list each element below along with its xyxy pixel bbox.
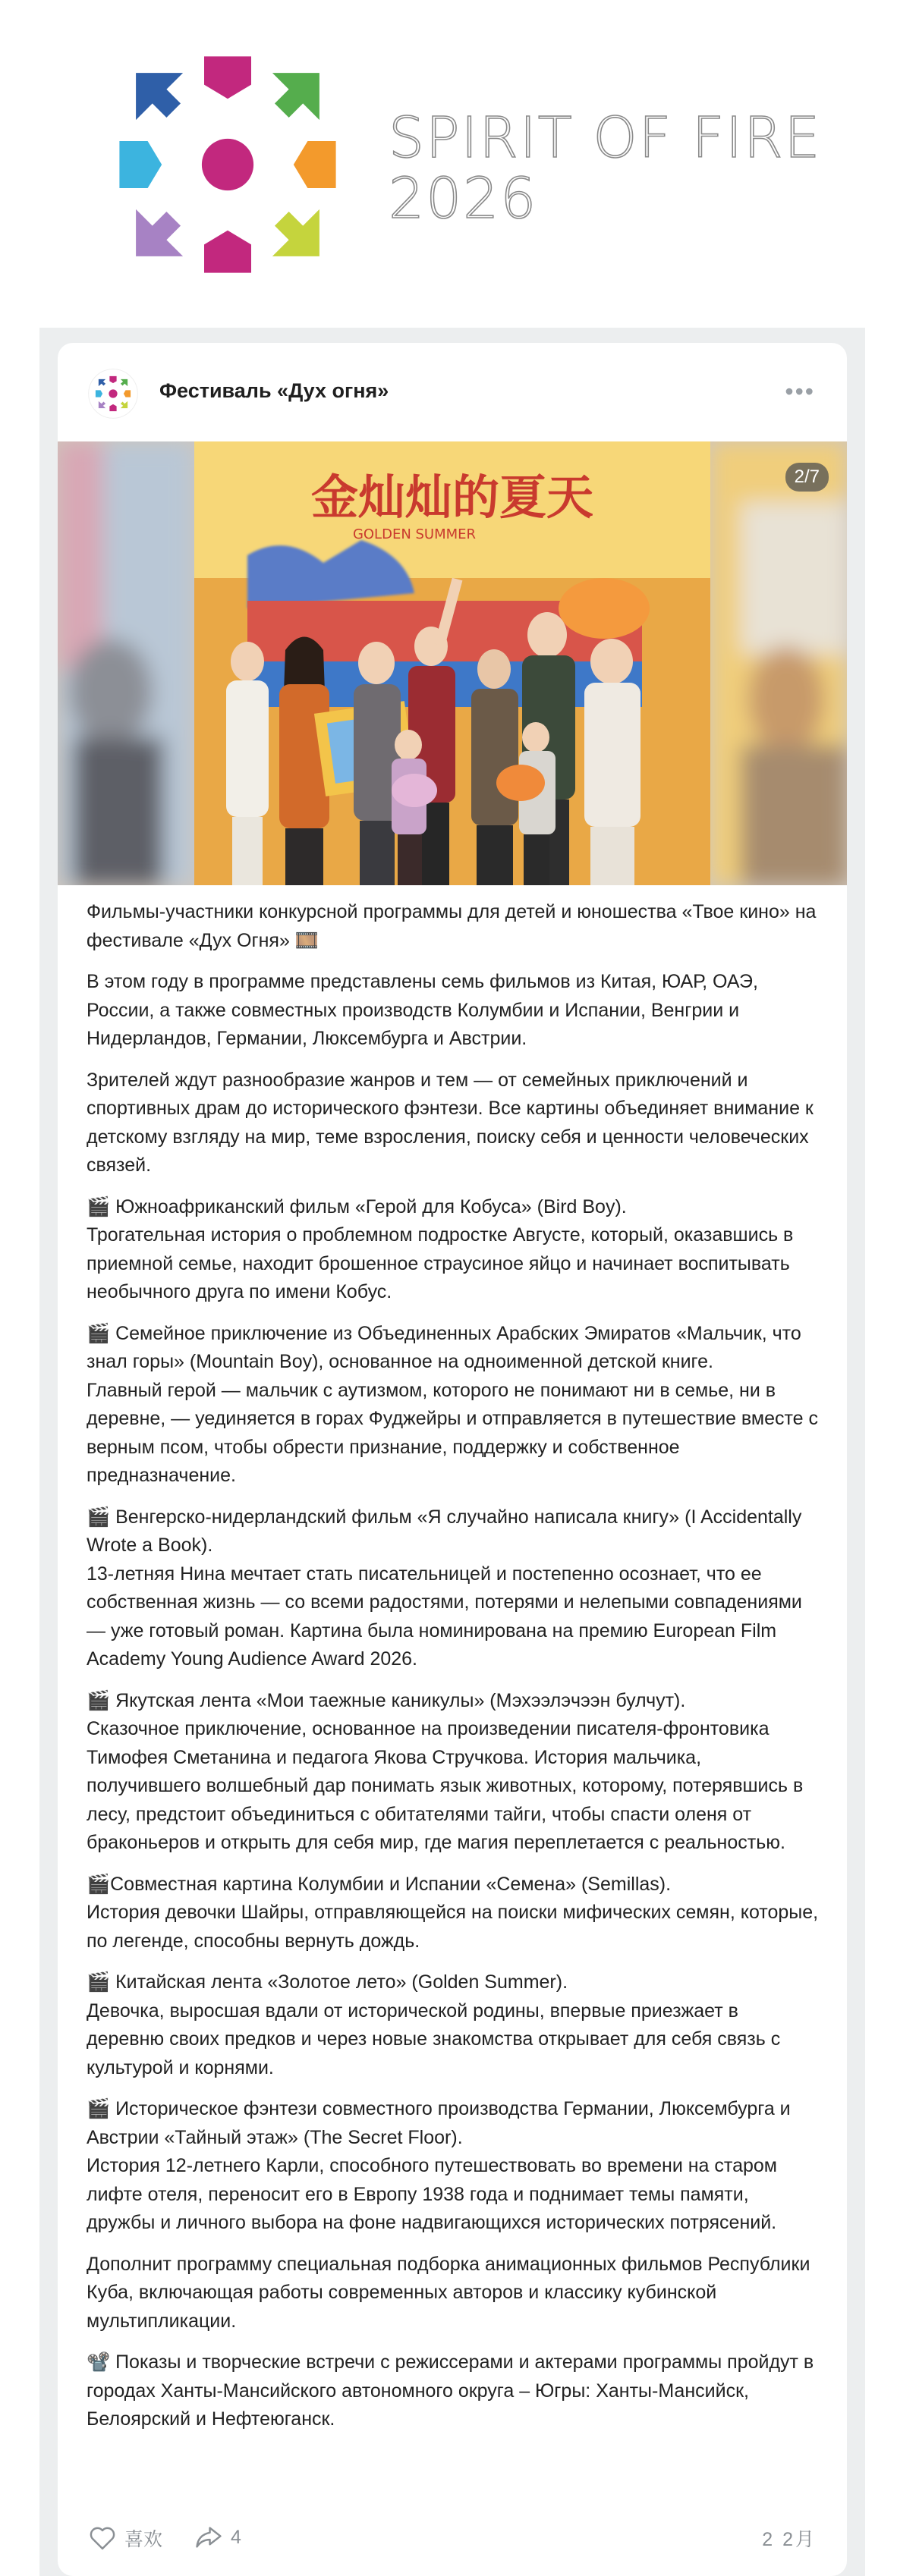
post-paragraph: 📽️ Показы и творческие встречи с режиссерами и актерами программы пройдут в городах Ханты-Мансийского автономного округа – Югры: Ханты-Мансийск, Белоярский и Нефтеюганск. <box>87 2351 814 2430</box>
share-arrow-icon <box>194 2524 223 2550</box>
like-label: 喜欢 <box>124 2529 163 2550</box>
poster-title: 金灿灿的夏天 <box>310 470 594 525</box>
share-count: 4 <box>231 2526 241 2548</box>
photo-carousel[interactable] <box>58 441 847 885</box>
post-paragraph: Фильмы-участники конкурсной программы для детей и юношества «Твое кино» на фестивале «Дух Огня» 🎞️ <box>87 901 817 951</box>
post-paragraph: 🎬 Южноафриканский фильм «Герой для Кобуса» (Bird Boy). Трогательная история о проблемном подростке Августе, который, оказавшись в приемной семье, находит брошенное страусиное яйцо и начинает воспитывать необычного друга по имени Кобус. <box>87 1195 794 1302</box>
group-name[interactable]: Фестиваль «Дух огня» <box>159 379 389 402</box>
main-photo <box>194 441 710 885</box>
post-paragraph: Дополнит программу специальная подборка анимационных фильмов Республики Куба, включающая работы современных авторов и классику кубинской мультипликации. <box>87 2253 810 2332</box>
festival-photo <box>58 441 847 885</box>
post-paragraph: 🎬 Историческое фэнтези совместного производства Германии, Люксембурга и Австрии «Тайный этаж» (The Secret Floor). История 12-летнего Карли, способного путешествовать во времени на старом лифте отеля, переносит его в Европу 1938 года и поднимает темы памяти, дружбы и личного выбора на фоне надвигающихся исторических потрясений. <box>87 2098 791 2233</box>
share-button[interactable] <box>194 2524 241 2550</box>
post-footer <box>88 2518 820 2556</box>
post-paragraph: Зрителей ждут разнообразие жанров и тем — от семейных приключений и спортивных драм до исторического фэнтези. Все картины объединяет внимание к детскому взгляду на мир, теме взросления, поиску себя и ценности человеческих связей. <box>87 1069 814 1176</box>
like-button[interactable] <box>88 2524 162 2552</box>
post-paragraph: В этом году в программе представлены семь фильмов из Китая, ЮАР, ОАЭ, России, а также совместных производств Колумбии и Испании, Венгрии и Нидерландов, Германии, Люксембурга и Австрии. <box>87 971 758 1049</box>
image-counter: 2/7 <box>785 463 829 492</box>
brand-title-line2: 2026 <box>389 166 538 231</box>
festival-header <box>0 0 897 328</box>
post-paragraph: 🎬 Якутская лента «Мои таежные каникулы» (Мэхээлэчээн булчут). Сказочное приключение, основанное на произведении писателя-фронтовика Тимофея Сметанина и педагога Якова Стручкова. История мальчика, получившего волшебный дар понимать язык животных, которому, потерявшись в лесу, предстоит объединиться с обитателями тайги, чтобы спасти оленя от браконьеров и открыть для себя мир, где магия переплетается с реальностью. <box>87 1689 804 1853</box>
group-avatar[interactable] <box>88 369 138 419</box>
brand-title <box>389 105 822 231</box>
post-paragraph: 🎬 Семейное приключение из Объединенных Арабских Эмиратов «Мальчик, что знал горы» (Mountain Boy), основанное на одноименной детской книге. Главный герой — мальчик с аутизмом, которого не понимают ни в семье, ни в деревне, — уединяется в горах Фуджейры и отправляется в путешествие вместе с верным псом, чтобы обрести признание, поддержку и собственное предназначение. <box>87 1322 819 1486</box>
post-card <box>58 343 847 2576</box>
more-horizontal-icon[interactable]: ••• <box>785 378 815 405</box>
post-body <box>87 898 820 2447</box>
brand-title-line1: SPIRIT OF FIRE <box>389 105 822 171</box>
post-paragraph: 🎬Совместная картина Колумбии и Испании «Семена» (Semillas). История девочки Шайры, отправляющейся на поиски мифических семян, которые, по легенде, способны вернуть дождь. <box>87 1873 819 1952</box>
spirit-of-fire-logo <box>110 47 345 282</box>
post-paragraph: 🎬 Венгерско-нидерландский фильм «Я случайно написала книгу» (I Accidentally Wrote a Book). 13-летняя Нина мечтает стать писательницей и постепенно осознает, что ее собственная жизнь — со всеми радостями, потерями и нелепыми совпадениями — уже готовый роман. Картина была номинирована на премию European Film Academy Young Audience Award 2026. <box>87 1506 802 1670</box>
heart-icon <box>88 2525 117 2551</box>
post-paragraph: 🎬 Китайская лента «Золотое лето» (Golden Summer). Девочка, выросшая вдали от исторической родины, впервые приезжает в деревню своих предков и через новые знакомства открывает для себя связь с культурой и корнями. <box>87 1971 781 2078</box>
poster-subtitle: GOLDEN SUMMER <box>352 526 477 542</box>
post-date: 2 2月 <box>762 2529 817 2550</box>
card-header <box>58 343 847 441</box>
